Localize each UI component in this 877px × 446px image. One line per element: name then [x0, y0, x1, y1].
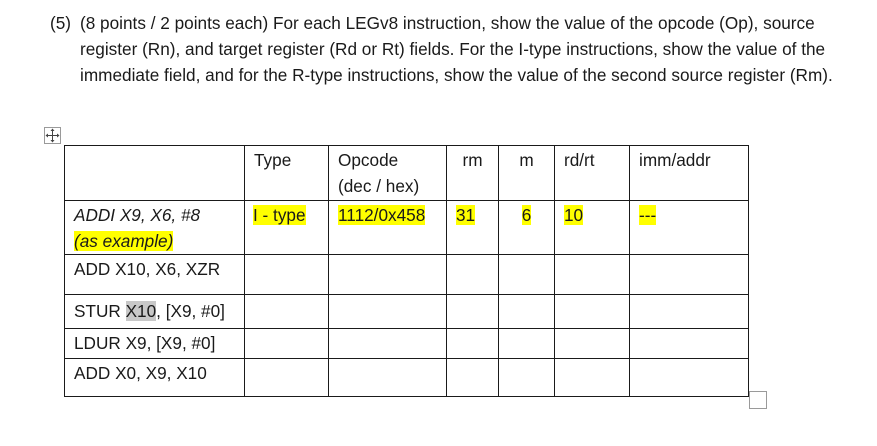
rm-answer-cell[interactable]: [447, 329, 499, 359]
move-arrows-icon: [45, 128, 60, 143]
example-opcode-cell[interactable]: [329, 201, 447, 255]
example-rd-rt-value: 10: [564, 205, 584, 225]
table-row: [65, 329, 749, 359]
header-m-cell[interactable]: m: [499, 146, 555, 201]
header-opcode-label: Opcode: [338, 150, 399, 170]
header-type-cell[interactable]: Type: [245, 146, 329, 201]
example-instruction: ADDI X9, X6, #8: [74, 205, 201, 225]
header-imm-addr-cell[interactable]: imm/addr: [630, 146, 749, 201]
imm-addr-answer-cell[interactable]: [630, 329, 749, 359]
table-resize-handle[interactable]: [749, 391, 767, 409]
rm-answer-cell[interactable]: [447, 359, 499, 397]
m-answer-cell[interactable]: [499, 359, 555, 397]
question-number: (5): [50, 13, 72, 33]
example-note: (as example): [74, 231, 174, 251]
instruction-text: , [X9, #0]: [156, 301, 225, 321]
imm-addr-answer-cell[interactable]: [630, 295, 749, 329]
opcode-answer-cell[interactable]: [329, 359, 447, 397]
opcode-answer-cell[interactable]: [329, 295, 447, 329]
table-row: [65, 255, 749, 295]
example-instruction-cell[interactable]: [65, 201, 245, 255]
table-row: [65, 295, 749, 329]
table-header-row: [65, 146, 749, 201]
example-rd-rt-cell[interactable]: [555, 201, 630, 255]
instruction-cell[interactable]: ADD X10, X6, XZR: [65, 255, 245, 295]
rd-rt-answer-cell[interactable]: [555, 255, 630, 295]
rd-rt-answer-cell[interactable]: [555, 295, 630, 329]
question-text-block: [50, 10, 860, 88]
example-imm-addr-cell[interactable]: [630, 201, 749, 255]
opcode-answer-cell[interactable]: [329, 329, 447, 359]
opcode-answer-cell[interactable]: [329, 255, 447, 295]
table-row: [65, 359, 749, 397]
m-answer-cell[interactable]: [499, 255, 555, 295]
type-answer-cell[interactable]: [245, 359, 329, 397]
type-answer-cell[interactable]: [245, 255, 329, 295]
example-type-value: I - type: [253, 205, 306, 225]
table-move-handle[interactable]: [44, 127, 61, 144]
imm-addr-answer-cell[interactable]: [630, 255, 749, 295]
m-answer-cell[interactable]: [499, 295, 555, 329]
selected-text: X10: [125, 301, 157, 321]
example-opcode-value: 1112/0x458: [338, 205, 426, 225]
m-answer-cell[interactable]: [499, 329, 555, 359]
example-m-cell[interactable]: [499, 201, 555, 255]
question-prompt: (8 points / 2 points each) For each LEGv8 instruction, show the value of the opcode (Op), source register (Rn), and target register (Rd or Rt) fields. For the I-type instructions, show the value of the immediate field, and for the R-type instructions, show the value of the second source register (Rm).: [80, 13, 833, 85]
type-answer-cell[interactable]: [245, 329, 329, 359]
rd-rt-answer-cell[interactable]: [555, 359, 630, 397]
example-row: [65, 201, 749, 255]
rm-answer-cell[interactable]: [447, 295, 499, 329]
header-opcode-cell[interactable]: [329, 146, 447, 201]
instruction-cell[interactable]: LDUR X9, [X9, #0]: [65, 329, 245, 359]
rm-answer-cell[interactable]: [447, 255, 499, 295]
rd-rt-answer-cell[interactable]: [555, 329, 630, 359]
instruction-text: STUR: [74, 301, 126, 321]
example-rm-value: 31: [456, 205, 476, 225]
header-instruction-cell[interactable]: [65, 146, 245, 201]
header-opcode-format: (dec / hex): [338, 176, 420, 196]
instruction-cell[interactable]: [65, 295, 245, 329]
instruction-cell[interactable]: ADD X0, X9, X10: [65, 359, 245, 397]
example-m-value: 6: [521, 205, 532, 225]
example-type-cell[interactable]: [245, 201, 329, 255]
instruction-table: [64, 145, 749, 397]
example-rm-cell[interactable]: [447, 201, 499, 255]
header-rd-rt-cell[interactable]: rd/rt: [555, 146, 630, 201]
imm-addr-answer-cell[interactable]: [630, 359, 749, 397]
type-answer-cell[interactable]: [245, 295, 329, 329]
example-imm-addr-value: ---: [639, 205, 657, 225]
header-rm-cell[interactable]: rm: [447, 146, 499, 201]
